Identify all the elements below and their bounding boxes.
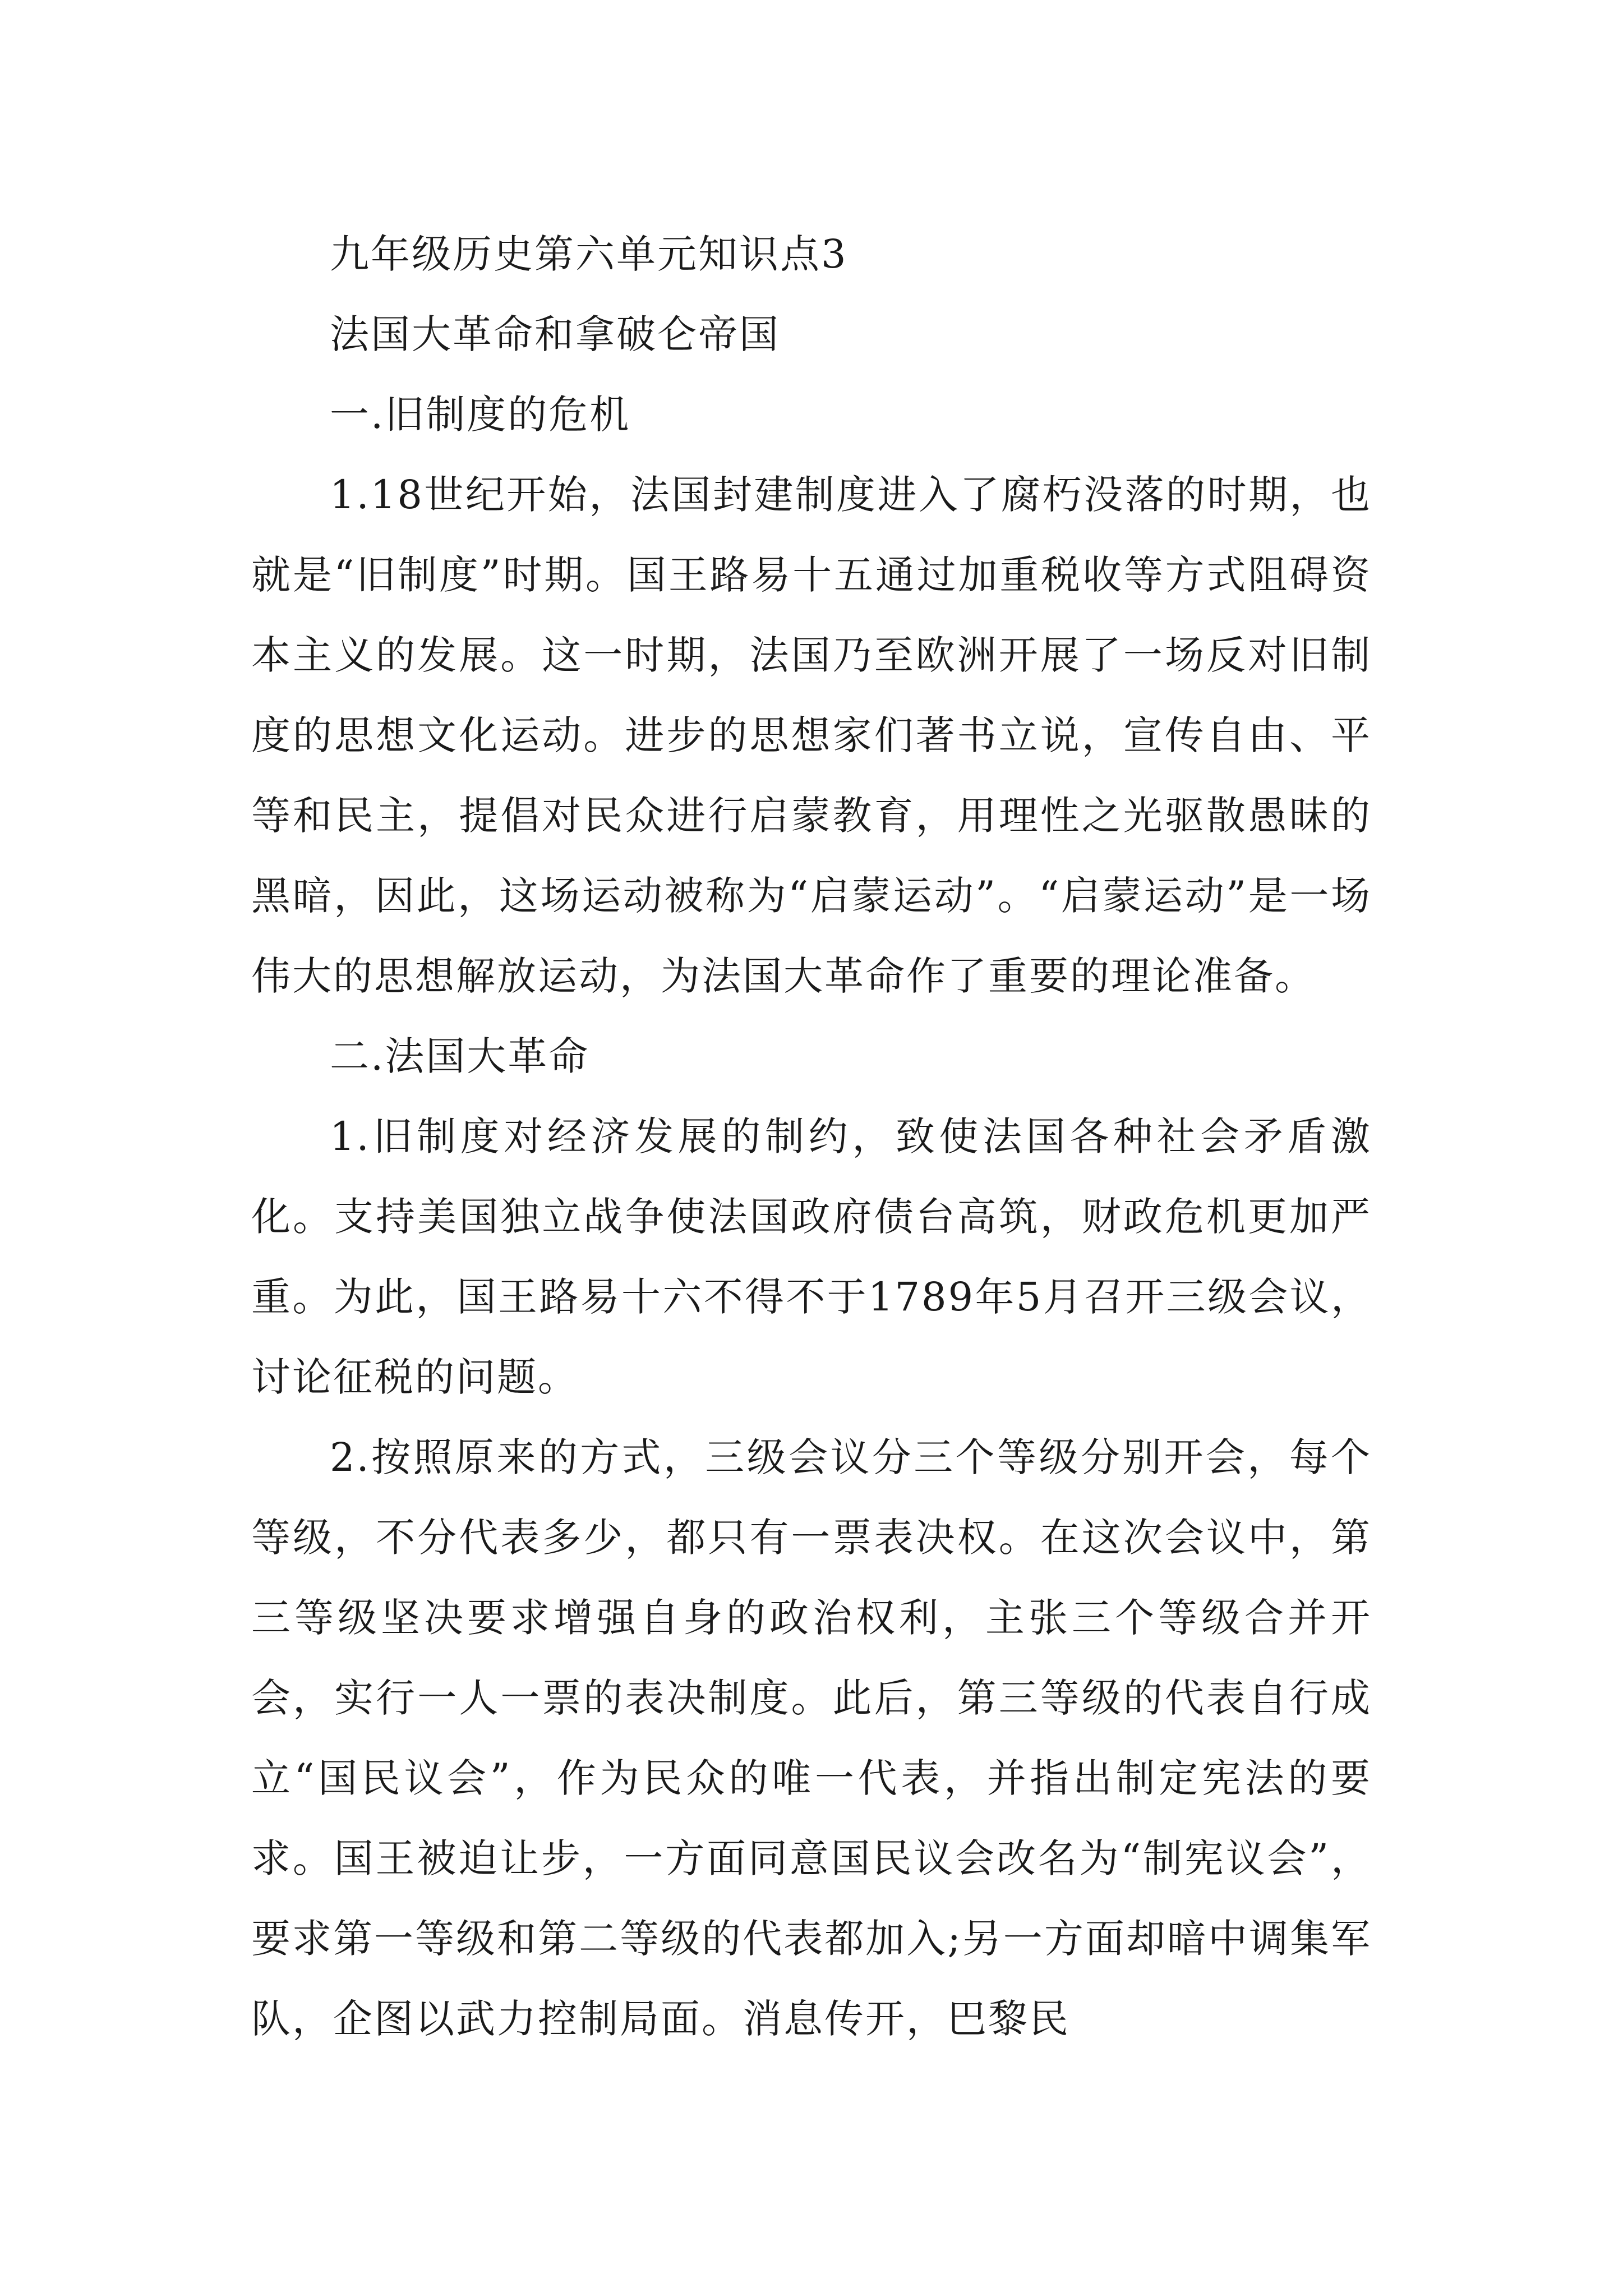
paragraph-2-2: 2.按照原来的方式，三级会议分三个等级分别开会，每个等级，不分代表多少，都只有一票表决权。在这次会议中，第三等级坚决要求增强自身的政治权利，主张三个等级合并开会，实行一人一票的表决制度。此后，第三等级的代表自行成立“国民议会”，作为民众的唯一代表，并指出制定宪法的要求。国王被迫让步，一方面同意国民议会改名为“制宪议会”，要求第一等级和第二等级的代表都加入;另一方面却暗中调集军队，企图以武力控制局面。消息传开，巴黎民 (251, 1434, 1372, 2042)
document-subtitle: 法国大革命和拿破仑帝国 (330, 311, 780, 357)
paragraph-1-1: 1.18世纪开始，法国封建制度进入了腐朽没落的时期，也就是“旧制度”时期。国王路易十五通过加重税收等方式阻碍资本主义的发展。这一时期，法国乃至欧洲开展了一场反对旧制度的思想文化运动。进步的思想家们著书立说，宣传自由、平等和民主，提倡对民众进行启蒙教育，用理性之光驱散愚昧的黑暗，因此，这场运动被称为“启蒙运动”。“启蒙运动”是一场伟大的思想解放运动，为法国大革命作了重要的理论准备。 (251, 472, 1372, 999)
document-body (251, 214, 1372, 2059)
document-title: 九年级历史第六单元知识点3 (330, 231, 848, 277)
section-heading-1: 一.旧制度的危机 (330, 392, 631, 438)
paragraph-2-1: 1.旧制度对经济发展的制约，致使法国各种社会矛盾激化。支持美国独立战争使法国政府债台高筑，财政危机更加严重。为此，国王路易十六不得不于1789年5月召开三级会议，讨论征税的问题。 (251, 1114, 1372, 1400)
section-heading-2: 二.法国大革命 (330, 1033, 590, 1079)
